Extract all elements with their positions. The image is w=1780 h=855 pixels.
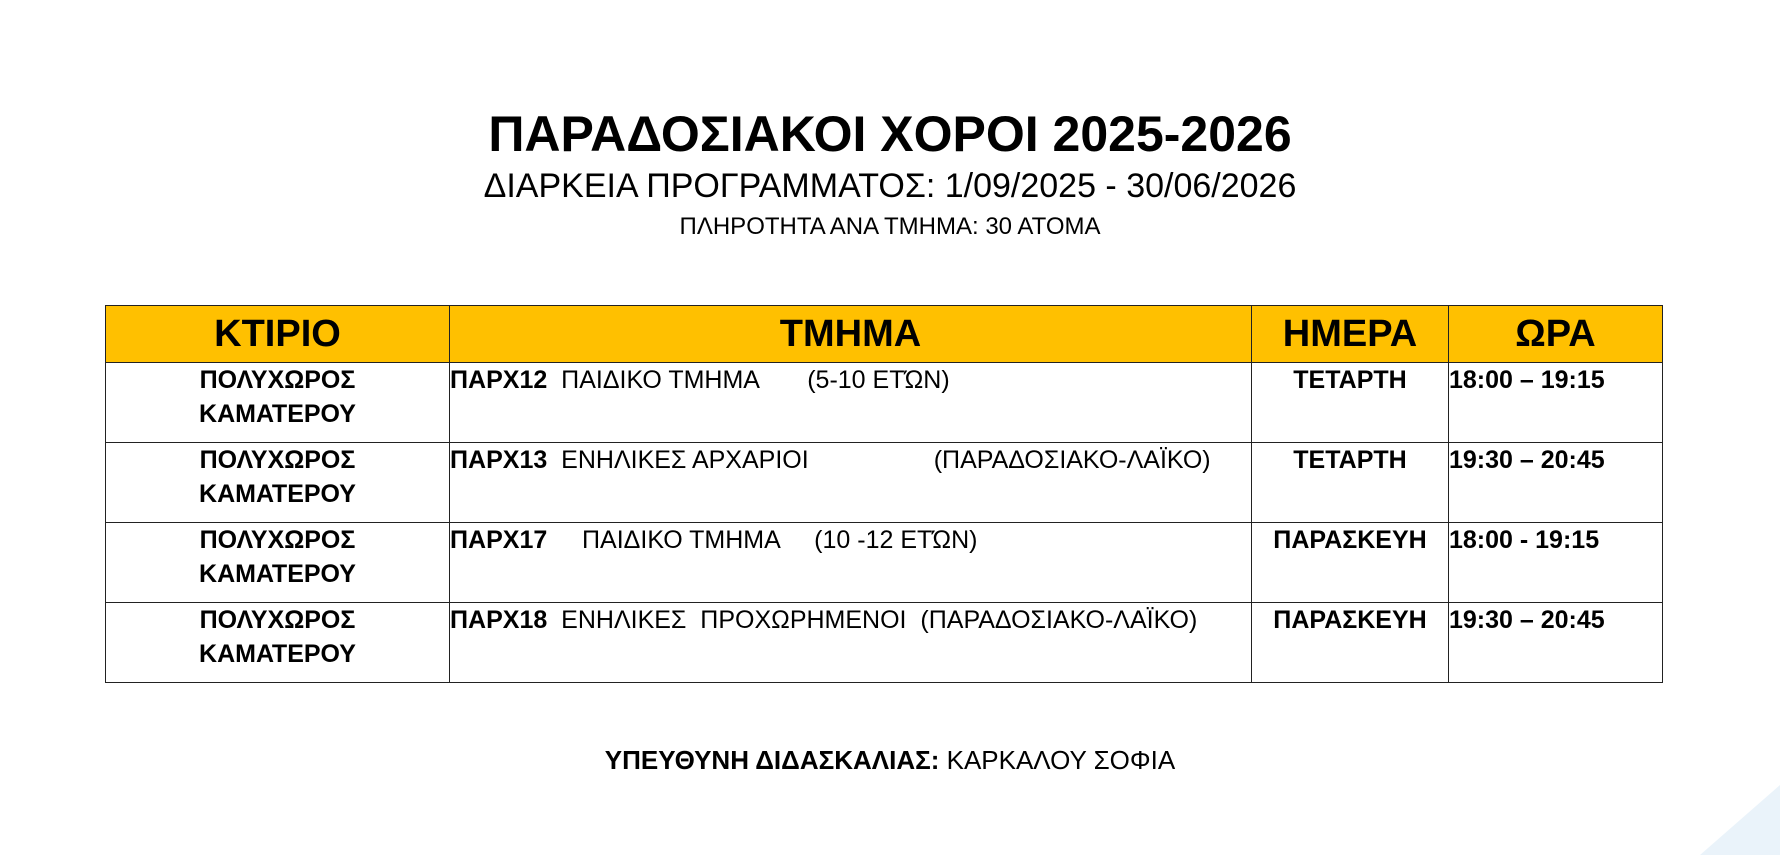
department-description: ΕΝΗΛΙΚΕΣ ΑΡΧΑΡΙΟΙ (ΠΑΡΑΔΟΣΙΑΚΟ-ΛΑΪΚΟ) <box>547 446 1211 474</box>
department-description: ΠΑΙΔΙΚΟ ΤΜΗΜΑ (10 -12 ΕΤΏΝ) <box>547 526 978 554</box>
building-name: ΠΟΛΥΧΩΡΟΣ <box>199 446 356 474</box>
table-header-row <box>106 306 1663 363</box>
department-cell <box>450 603 1252 683</box>
department-description: ΕΝΗΛΙΚΕΣ ΠΡΟΧΩΡΗΜΕΝΟΙ (ΠΑΡΑΔΟΣΙΑΚΟ-ΛΑΪΚΟ) <box>547 606 1198 634</box>
department-code: ΠΑΡΧ17 <box>450 526 548 554</box>
header-time: ΩΡΑ <box>1449 306 1663 363</box>
header-department: ΤΜΗΜΑ <box>450 306 1252 363</box>
program-duration: ΔΙΑΡΚΕΙΑ ΠΡΟΓΡΑΜΜΑΤΟΣ: 1/09/2025 - 30/06/2026 <box>483 167 1297 205</box>
building-area: ΚΑΜΑΤΕΡΟΥ <box>199 640 356 668</box>
day-cell: ΤΕΤΑΡΤΗ <box>1252 443 1449 523</box>
day-cell: ΠΑΡΑΣΚΕΥΗ <box>1252 603 1449 683</box>
building-name: ΠΟΛΥΧΩΡΟΣ <box>199 606 356 634</box>
department-cell <box>450 363 1252 443</box>
header-building: ΚΤΙΡΙΟ <box>106 306 450 363</box>
day-cell: ΠΑΡΑΣΚΕΥΗ <box>1252 523 1449 603</box>
time-cell: 19:30 – 20:45 <box>1449 443 1663 523</box>
building-cell <box>106 603 450 683</box>
department-code: ΠΑΡΧ13 <box>450 446 548 474</box>
class-capacity: ΠΛΗΡΟΤΗΤΑ ΑΝΑ ΤΜΗΜΑ: 30 ΑΤΟΜΑ <box>679 213 1101 240</box>
table-row <box>106 443 1663 523</box>
department-code: ΠΑΡΧ12 <box>450 366 548 394</box>
building-area: ΚΑΜΑΤΕΡΟΥ <box>199 480 356 508</box>
building-cell <box>106 363 450 443</box>
building-name: ΠΟΛΥΧΩΡΟΣ <box>199 526 356 554</box>
building-cell <box>106 443 450 523</box>
table-row <box>106 523 1663 603</box>
header-day: ΗΜΕΡΑ <box>1252 306 1449 363</box>
building-area: ΚΑΜΑΤΕΡΟΥ <box>199 560 356 588</box>
table-row <box>106 603 1663 683</box>
instructor-name: ΚΑΡΚΑΛΟΥ ΣΟΦΙΑ <box>939 745 1176 775</box>
department-cell <box>450 443 1252 523</box>
building-area: ΚΑΜΑΤΕΡΟΥ <box>199 400 356 428</box>
time-cell: 18:00 – 19:15 <box>1449 363 1663 443</box>
instructor-line <box>0 744 1780 776</box>
time-cell: 19:30 – 20:45 <box>1449 603 1663 683</box>
schedule-table <box>105 305 1663 683</box>
page-title: ΠΑΡΑΔΟΣΙΑΚΟΙ ΧΟΡΟΙ 2025-2026 <box>488 106 1292 162</box>
day-cell: ΤΕΤΑΡΤΗ <box>1252 363 1449 443</box>
department-cell <box>450 523 1252 603</box>
department-code: ΠΑΡΧ18 <box>450 606 548 634</box>
time-cell: 18:00 - 19:15 <box>1449 523 1663 603</box>
instructor-label: ΥΠΕΥΘΥΝΗ ΔΙΔΑΣΚΑΛΙΑΣ: <box>604 745 940 775</box>
table-row <box>106 363 1663 443</box>
department-description: ΠΑΙΔΙΚΟ ΤΜΗΜΑ (5-10 ΕΤΏΝ) <box>547 366 950 394</box>
corner-decoration-shape <box>1690 785 1780 855</box>
building-name: ΠΟΛΥΧΩΡΟΣ <box>199 366 356 394</box>
building-cell <box>106 523 450 603</box>
